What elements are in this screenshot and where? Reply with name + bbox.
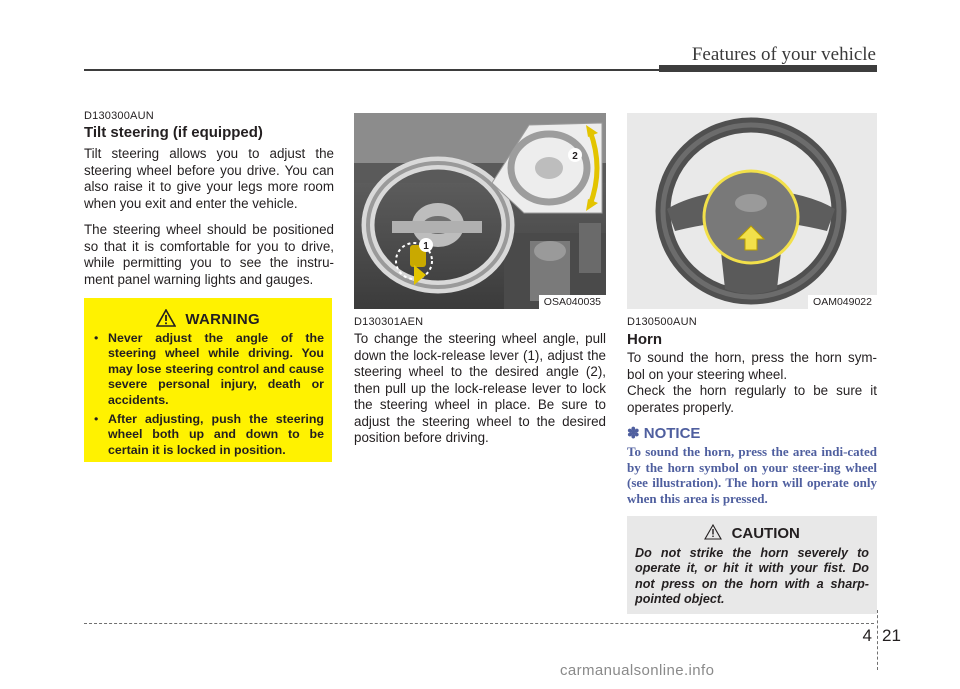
warning-box — [84, 298, 332, 462]
marker-2: 2 — [572, 151, 578, 162]
header-divider — [84, 69, 659, 71]
caution-box — [627, 516, 877, 614]
steering-wheel-drawing — [627, 113, 877, 309]
page-section-title: Features of your vehicle — [691, 44, 876, 65]
horn-paragraph-1: To sound the horn, press the horn sym-bol on your steering wheel. — [627, 350, 877, 382]
footer-page-separator — [877, 610, 878, 670]
horn-heading: Horn — [627, 331, 662, 348]
tilt-heading: Tilt steering (if equipped) — [84, 124, 263, 141]
page-number: 21 — [882, 626, 901, 645]
steering-column-drawing — [354, 113, 606, 309]
caution-text: Do not strike the horn severely to operate it, or hit it with your fist. Do not press on the horn with a sharp-pointed object. — [635, 546, 869, 607]
adjust-paragraph: To change the steering wheel angle, pull down the lock-release lever (1), adjust the steering wheel to the desired angle (2), then pull up the lock-release lever to lock the steering wheel in place. Be sure to adjust the steering wheel to the desired position before driving. — [354, 331, 606, 445]
tilt-steering-illustration — [354, 113, 606, 309]
adjust-section-code: D130301AEN — [354, 316, 424, 328]
tilt-paragraph-1: Tilt steering allows you to adjust the steering wheel before you drive. You can also raise it to give your legs more room when you exit and enter the vehicle. — [84, 146, 334, 211]
footer-divider — [84, 623, 874, 624]
warning-header — [84, 309, 332, 329]
notice-text: To sound the horn, press the area indi-cated by the horn symbol on your steer-ing wheel (see illustration). The horn will operate only when this area is pressed. — [627, 444, 877, 506]
figure-label: OSA040035 — [539, 295, 606, 309]
horn-section-code: D130500AUN — [627, 316, 697, 328]
warning-title: WARNING — [185, 311, 261, 328]
horn-paragraph-2: Check the horn regularly to be sure it operates properly. — [627, 383, 877, 415]
watermark: carmanualsonline.info — [560, 662, 715, 679]
tilt-section-code: D130300AUN — [84, 110, 154, 122]
caution-triangle-icon — [704, 524, 722, 540]
warning-item: • Never adjust the angle of the steering wheel while driving. You may lose steering control and cause severe personal injury, death or accidents. — [94, 331, 324, 408]
header-divider-accent — [659, 65, 877, 72]
notice-title: ✽ NOTICE — [627, 425, 701, 442]
horn-illustration — [627, 113, 877, 309]
marker-1: 1 — [423, 241, 429, 252]
warning-item: • After adjusting, push the steering wheel both up and down to be certain it is locked in position. — [94, 412, 324, 458]
tilt-paragraph-2: The steering wheel should be positioned so that it is comfortable for you to drive, while permitting you to see the instru-ment panel warning lights and gauges. — [84, 222, 334, 287]
warning-list — [94, 331, 324, 462]
chapter-number: 4 — [862, 626, 872, 645]
warning-triangle-icon — [156, 309, 176, 327]
figure-label: OAM049022 — [808, 295, 877, 309]
caution-header — [627, 524, 877, 543]
caution-title: CAUTION — [731, 525, 800, 542]
